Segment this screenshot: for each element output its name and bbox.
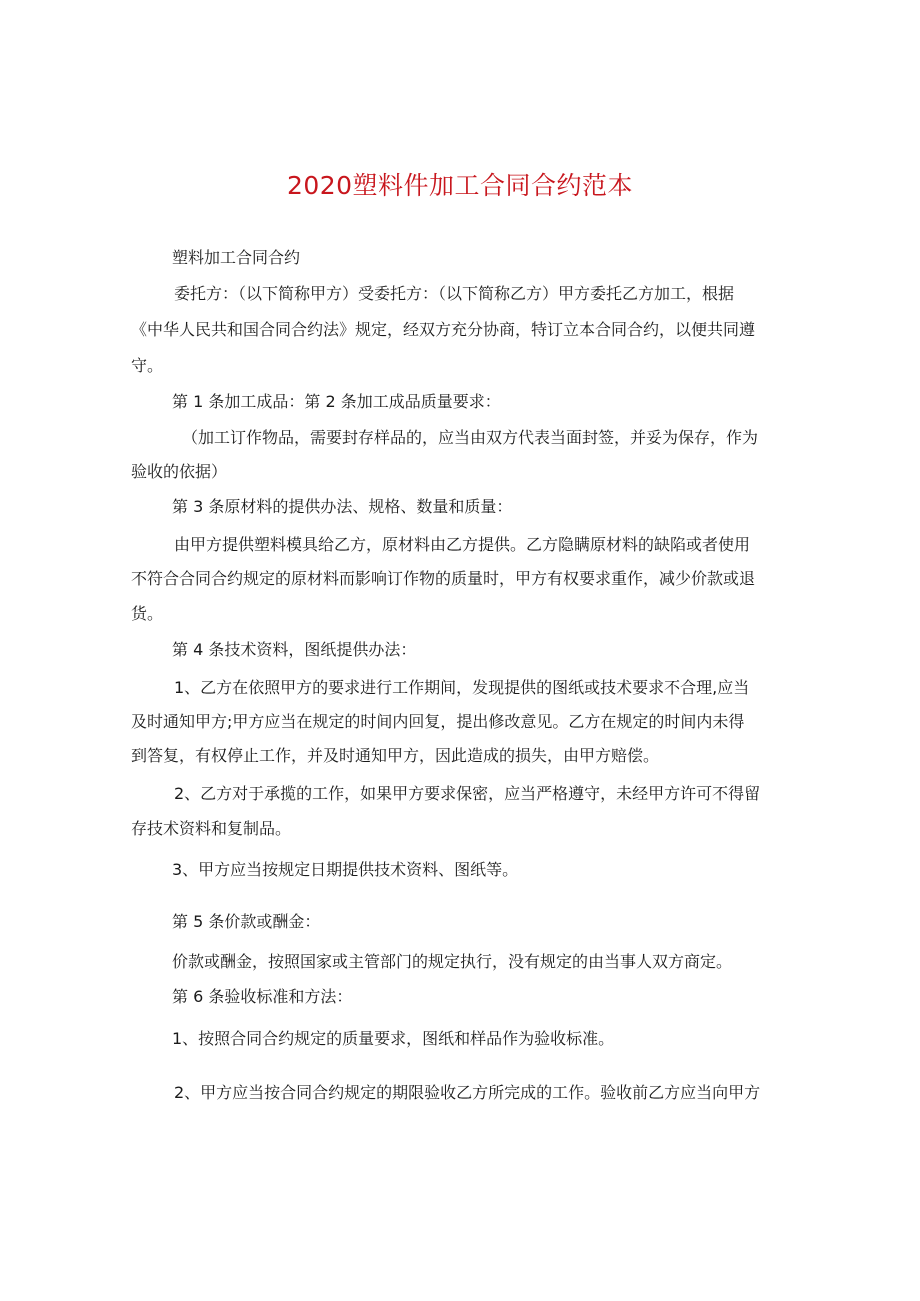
clause-heading: 第 3 条原材料的提供办法、规格、数量和质量： (172, 497, 513, 516)
paragraph-line: 验收的依据） (131, 462, 228, 481)
paragraph-line: 委托方：（以下简称甲方）受委托方：（以下简称乙方）甲方委托乙方加工，根据 (174, 284, 735, 303)
contract-heading: 塑料加工合同合约 (172, 248, 301, 267)
document-title: 2020塑料件加工合同合约范本 (286, 171, 634, 200)
paragraph-line: 2、甲方应当按合同合约规定的期限验收乙方所完成的工作。验收前乙方应当向甲方 (174, 1083, 761, 1102)
paragraph-line: 由甲方提供塑料模具给乙方，原材料由乙方提供。乙方隐瞒原材料的缺陷或者使用 (174, 535, 751, 554)
paragraph-line: 到答复，有权停止工作，并及时通知甲方，因此造成的损失，由甲方赔偿。 (131, 746, 660, 765)
clause-heading: 第 4 条技术资料，图纸提供办法： (172, 640, 417, 659)
paragraph-line: 3、甲方应当按规定日期提供技术资料、图纸等。 (172, 860, 519, 879)
paragraph-line: 1、按照合同合约规定的质量要求，图纸和样品作为验收标准。 (172, 1029, 615, 1048)
paragraph-line: 存技术资料和复制品。 (131, 819, 292, 838)
paragraph-line: （加工订作物品，需要封存样品的，应当由双方代表当面封签，并妥为保存，作为 (182, 428, 759, 447)
paragraph-line: 货。 (131, 604, 164, 623)
clause-heading: 第 6 条验收标准和方法： (172, 987, 353, 1006)
paragraph-line: 《中华人民共和国合同合约法》规定，经双方充分协商，特订立本合同合约，以便共同遵 (131, 320, 756, 339)
paragraph-line: 守。 (131, 356, 164, 375)
paragraph-line: 2、乙方对于承揽的工作，如果甲方要求保密，应当严格遵守，未经甲方许可不得留 (174, 784, 761, 803)
paragraph-line: 不符合合同合约规定的原材料而影响订作物的质量时，甲方有权要求重作，减少价款或退 (131, 569, 756, 588)
paragraph-line: 及时通知甲方;甲方应当在规定的时间内回复，提出修改意见。乙方在规定的时间内未得 (131, 712, 745, 731)
clause-heading: 第 1 条加工成品：第 2 条加工成品质量要求： (172, 392, 501, 411)
clause-heading: 第 5 条价款或酬金： (172, 912, 321, 931)
paragraph-line: 1、乙方在依照甲方的要求进行工作期间，发现提供的图纸或技术要求不合理,应当 (174, 678, 750, 697)
paragraph-line: 价款或酬金，按照国家或主管部门的规定执行，没有规定的由当事人双方商定。 (172, 952, 733, 971)
